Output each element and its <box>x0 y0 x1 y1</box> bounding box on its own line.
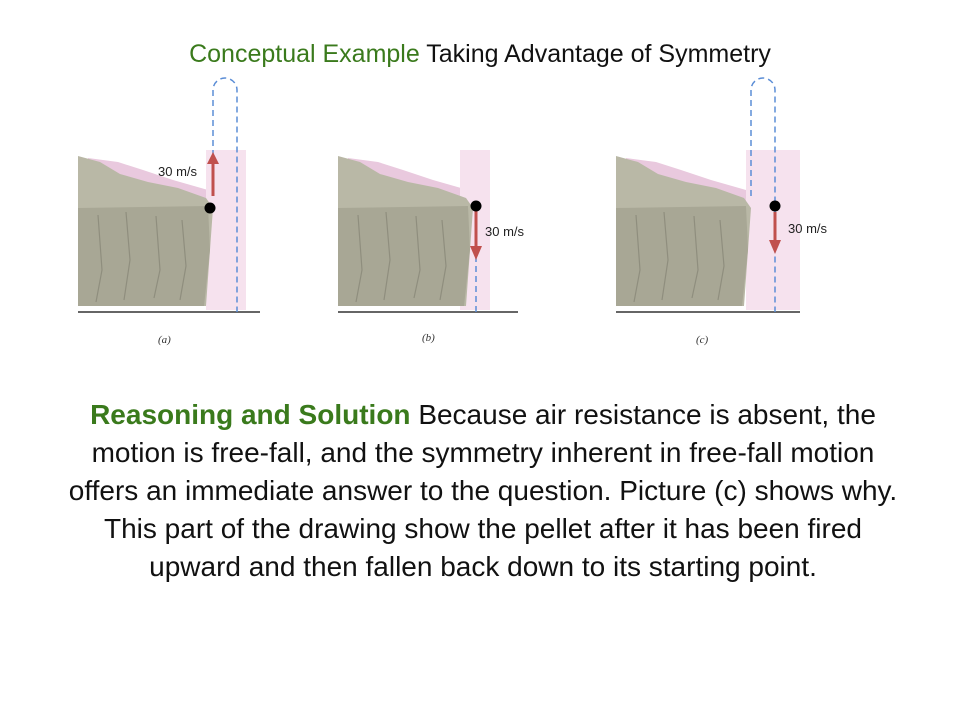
panel-a-illustration <box>78 70 278 350</box>
body-lead: Reasoning and Solution <box>90 399 411 430</box>
panel-b-illustration <box>338 70 548 350</box>
speed-label: 30 m/s <box>788 221 828 236</box>
pellet <box>471 201 482 212</box>
body-paragraph <box>68 396 898 586</box>
speed-label: 30 m/s <box>158 164 198 179</box>
caption-c: (c) <box>696 334 709 346</box>
figure-panel-a <box>78 70 278 350</box>
pellet <box>205 203 216 214</box>
figure-panel-c <box>616 70 856 350</box>
figure-panel-b <box>338 70 548 350</box>
title-rest: Taking Advantage of Symmetry <box>426 40 771 68</box>
panel-c-illustration <box>616 70 856 350</box>
speed-label: 30 m/s <box>485 224 525 239</box>
title-accent: Conceptual Example <box>189 40 420 68</box>
caption-b: (b) <box>422 332 435 344</box>
body-text: Because air resistance is absent, the motion is free-fall, and the symmetry inherent in free-fall motion offers an immediate answer to the question. Picture (c) shows why. This part of the drawing show the pellet after it has been fired upward and then fallen back down to its starting point. <box>68 399 898 582</box>
caption-a: (a) <box>158 334 171 346</box>
pellet <box>770 201 781 212</box>
slide-title <box>0 40 960 69</box>
